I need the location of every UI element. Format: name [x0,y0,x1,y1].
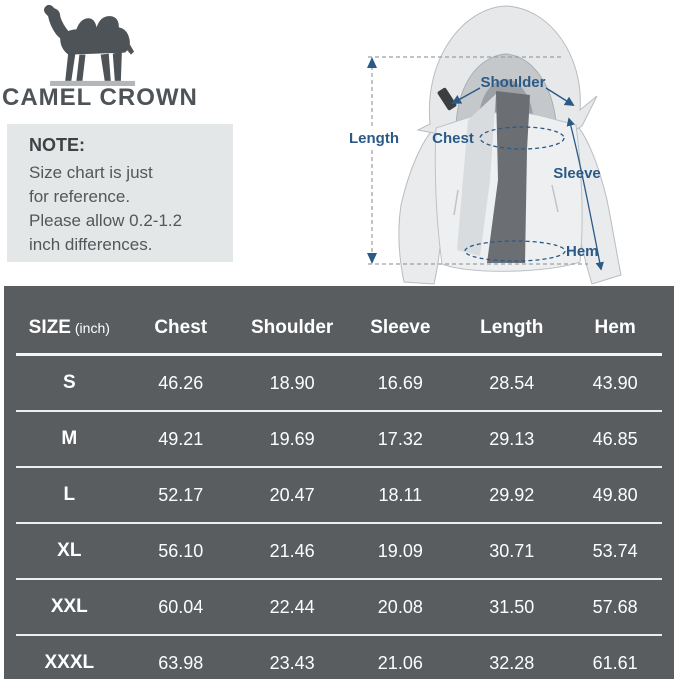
length-arrow-up-icon [367,57,377,68]
note-box [7,124,233,262]
size-cell: XL [16,523,123,579]
header-cell-length: Length [455,294,568,355]
value-cell: 19.69 [239,411,346,467]
camel-logo-icon [28,2,148,88]
size-cell: XXL [16,579,123,635]
value-cell: 31.50 [455,579,568,635]
table-row-xxl [16,579,662,635]
value-cell: 63.98 [123,635,239,679]
value-cell: 18.90 [239,355,346,412]
value-cell: 29.13 [455,411,568,467]
value-cell: 52.17 [123,467,239,523]
size-cell: M [16,411,123,467]
note-line: Size chart is just [29,163,153,182]
brand-name: CAMEL CROWN [2,84,198,111]
size-cell: XXXL [16,635,123,679]
value-cell: 49.21 [123,411,239,467]
value-cell: 49.80 [568,467,662,523]
length-arrow-down-icon [367,253,377,264]
size-table-header-row [16,294,662,355]
table-row-m [16,411,662,467]
table-row-l [16,467,662,523]
size-table [16,294,662,679]
size-header-label: SIZE [28,317,71,338]
length-label: Length [349,130,399,147]
value-cell: 17.32 [345,411,455,467]
note-title: NOTE: [29,135,85,155]
hem-label: Hem [566,243,599,260]
value-cell: 16.69 [345,355,455,412]
chest-label: Chest [432,130,474,147]
header-cell-size [16,294,123,355]
value-cell: 56.10 [123,523,239,579]
value-cell: 22.44 [239,579,346,635]
table-row-s [16,355,662,412]
note-line: for reference. [29,187,131,206]
size-cell: L [16,467,123,523]
table-row-xxxl [16,635,662,679]
header-cell-hem: Hem [568,294,662,355]
value-cell: 18.11 [345,467,455,523]
value-cell: 60.04 [123,579,239,635]
value-cell: 57.68 [568,579,662,635]
value-cell: 53.74 [568,523,662,579]
value-cell: 20.08 [345,579,455,635]
value-cell: 20.47 [239,467,346,523]
value-cell: 30.71 [455,523,568,579]
value-cell: 29.92 [455,467,568,523]
value-cell: 46.26 [123,355,239,412]
value-cell: 46.85 [568,411,662,467]
sleeve-label: Sleeve [553,165,601,182]
value-cell: 23.43 [239,635,346,679]
size-unit-label: (inch) [74,320,110,336]
header-cell-shoulder: Shoulder [239,294,346,355]
value-cell: 43.90 [568,355,662,412]
jacket-measurement-diagram [330,0,679,288]
table-row-xl [16,523,662,579]
size-table-panel [4,286,674,679]
shoulder-label: Shoulder [480,74,546,91]
header-cell-chest: Chest [123,294,239,355]
size-cell: S [16,355,123,412]
value-cell: 19.09 [345,523,455,579]
value-cell: 61.61 [568,635,662,679]
note-line: Please allow 0.2-1.2 [29,211,183,230]
header-cell-sleeve: Sleeve [345,294,455,355]
note-line: inch differences. [29,235,153,254]
value-cell: 21.06 [345,635,455,679]
value-cell: 28.54 [455,355,568,412]
value-cell: 21.46 [239,523,346,579]
value-cell: 32.28 [455,635,568,679]
